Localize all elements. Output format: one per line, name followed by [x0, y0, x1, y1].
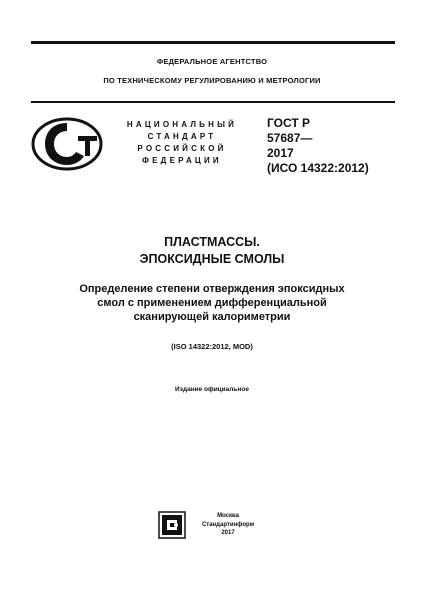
header-rule	[31, 101, 395, 103]
gost-line: ГОСТ Р	[267, 116, 311, 130]
top-rule	[31, 41, 395, 44]
agency-name-line2: ПО ТЕХНИЧЕСКОМУ РЕГУЛИРОВАНИЮ И МЕТРОЛОГИИ	[103, 76, 321, 85]
gost-line: (ИСО 14322:2012)	[267, 161, 369, 175]
agency-name-line1: ФЕДЕРАЛЬНОЕ АГЕНТСТВО	[156, 57, 268, 66]
national-line: НАЦИОНАЛЬНЫЙ	[126, 120, 238, 129]
title-line: ПЛАСТМАССЫ.	[164, 235, 260, 249]
publisher-info	[196, 512, 260, 538]
document-title	[0, 234, 424, 268]
national-standard-label	[108, 119, 256, 167]
national-line: СТАНДАРТ	[147, 132, 217, 141]
iso-reference: (ISO 14322:2012, MOD)	[171, 342, 253, 351]
national-line: РОССИЙСКОЙ	[137, 144, 227, 153]
gost-line: 57687—	[267, 131, 313, 145]
title-line: ЭПОКСИДНЫЕ СМОЛЫ	[139, 252, 285, 266]
rst-certification-logo-icon	[31, 116, 103, 172]
standartinform-logo-icon	[158, 511, 186, 539]
publisher-line: 2017	[221, 530, 235, 536]
subtitle-line: смол с применением дифференциальной	[97, 297, 327, 309]
national-line: ФЕДЕРАЦИИ	[142, 156, 222, 165]
subtitle-line: сканирующей калориметрии	[133, 311, 291, 323]
publisher-line: Стандартинформ	[201, 521, 255, 528]
subtitle-line: Определение степени отверждения эпоксидных	[79, 283, 345, 295]
gost-designation	[267, 116, 407, 176]
publisher-line: Москва	[217, 513, 239, 519]
gost-line: 2017	[267, 146, 294, 160]
edition-note: Издание официальное	[175, 386, 249, 393]
document-subtitle	[30, 282, 394, 324]
